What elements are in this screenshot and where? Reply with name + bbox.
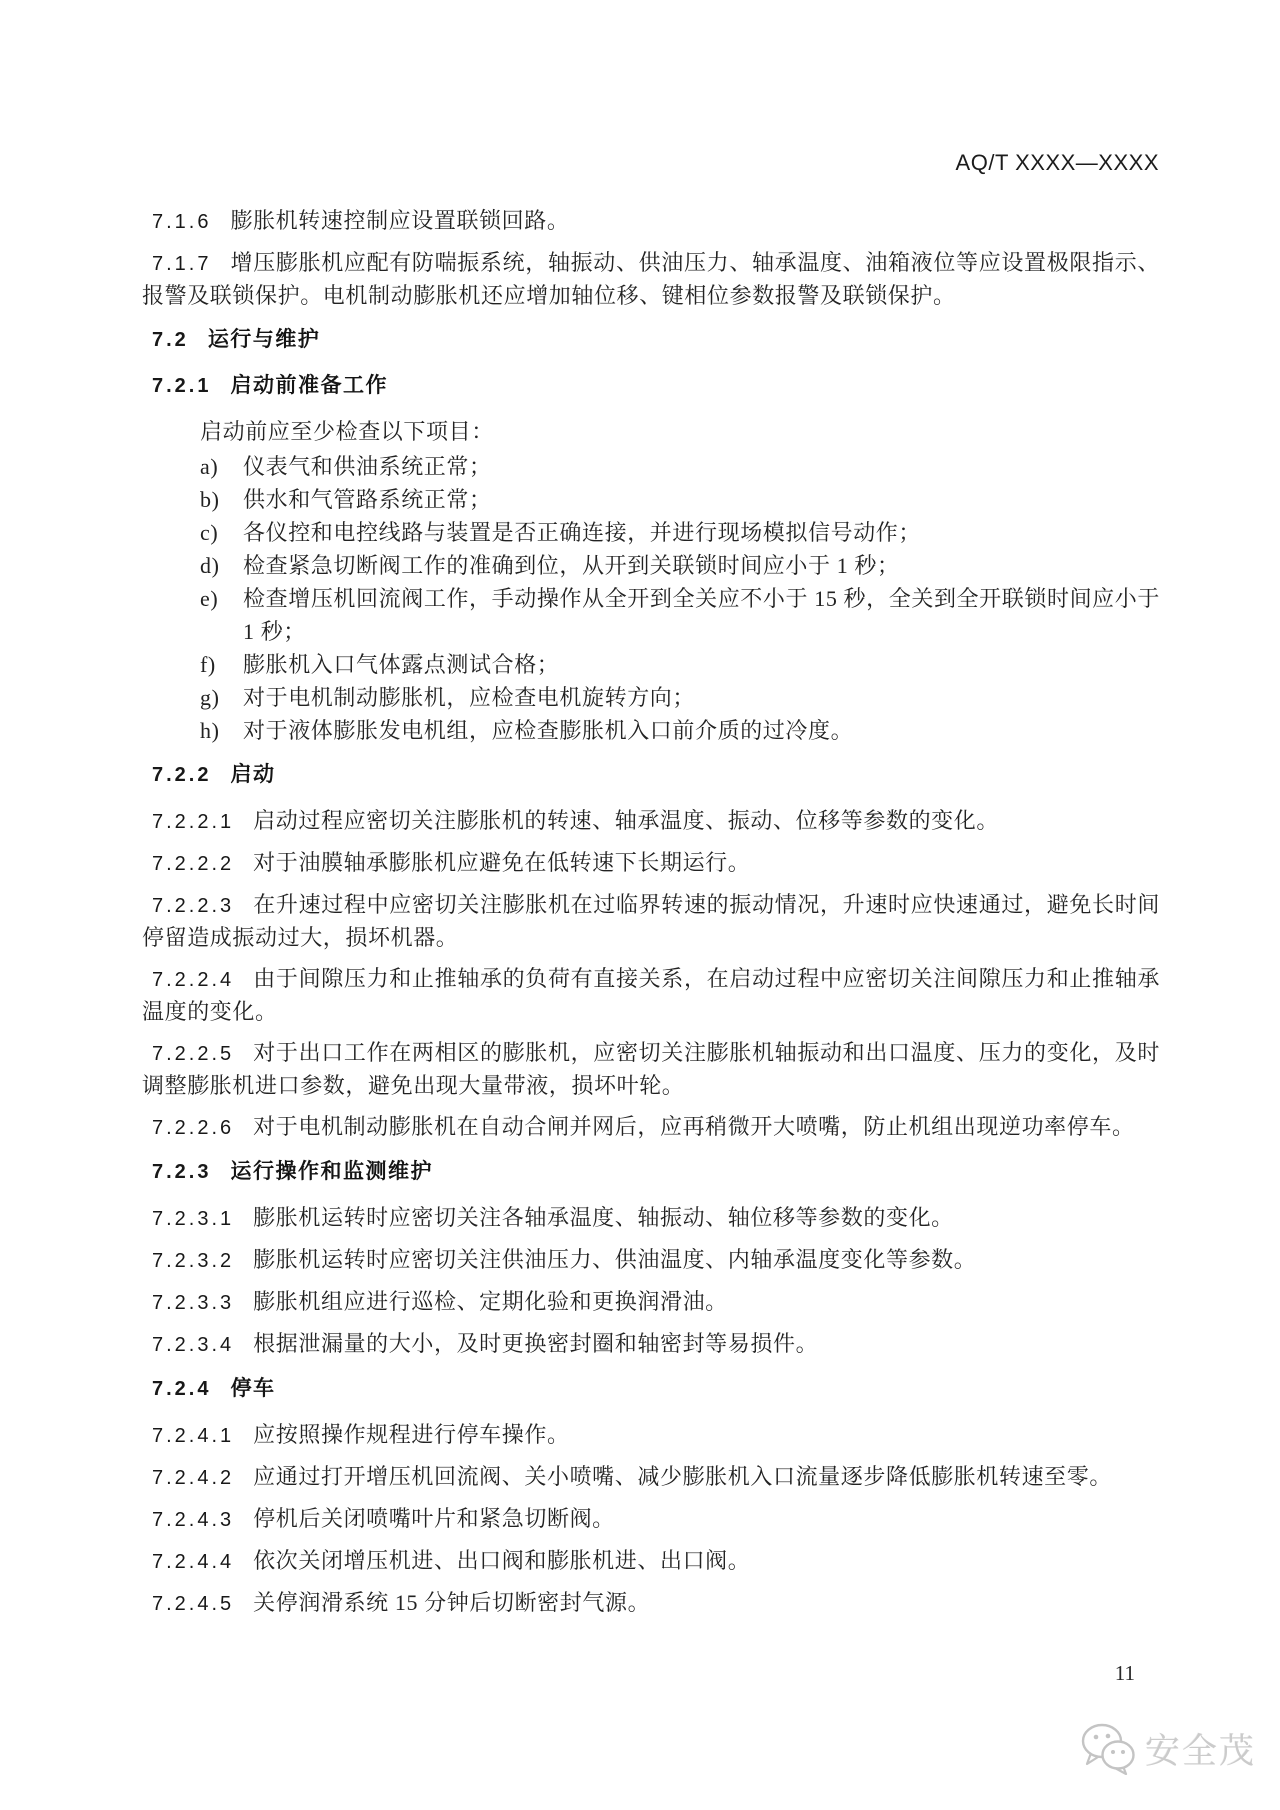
clause-number: 7.2.4.5 xyxy=(152,1593,235,1615)
list-item-text: 检查增压机回流阀工作，手动操作从全开到全关应不小于 15 秒，全关到全开联锁时间应小于 1 秒； xyxy=(243,586,1160,644)
clause-number: 7.1.7 xyxy=(152,253,212,275)
list-item xyxy=(142,681,1160,714)
clause-text: 应按照操作规程进行停车操作。 xyxy=(253,1422,570,1447)
clause-text: 对于电机制动膨胀机在自动合闸并网后，应再稍微开大喷嘴，防止机组出现逆功率停车。 xyxy=(253,1114,1135,1139)
clause-text: 由于间隙压力和止推轴承的负荷有直接关系，在启动过程中应密切关注间隙压力和止推轴承温度的变化。 xyxy=(142,966,1160,1024)
clause-paragraph xyxy=(142,805,1160,838)
heading-title: 停车 xyxy=(230,1377,276,1400)
document-body xyxy=(142,205,1160,1629)
list-item-text: 对于液体膨胀发电机组，应检查膨胀机入口前介质的过冷度。 xyxy=(243,718,854,743)
list-item xyxy=(142,582,1160,648)
heading-number: 7.2.1 xyxy=(152,375,212,397)
clause-number: 7.2.4.3 xyxy=(152,1509,235,1531)
heading-title: 运行与维护 xyxy=(207,328,321,351)
list-item xyxy=(142,450,1160,483)
clause-text: 增压膨胀机应配有防喘振系统，轴振动、供油压力、轴承温度、油箱液位等应设置极限指示、报警及联锁保护。电机制动膨胀机还应增加轴位移、键相位参数报警及联锁保护。 xyxy=(142,250,1160,308)
clause-paragraph xyxy=(142,1503,1160,1536)
watermark xyxy=(1080,1722,1256,1775)
clause-number: 7.2.2.1 xyxy=(152,811,235,833)
list-item xyxy=(142,483,1160,516)
heading-number: 7.2 xyxy=(152,329,189,351)
clause-text: 应通过打开增压机回流阀、关小喷嘴、减少膨胀机入口流量逐步降低膨胀机转速至零。 xyxy=(253,1464,1112,1489)
clause-paragraph xyxy=(142,963,1160,1028)
clause-text: 停机后关闭喷嘴叶片和紧急切断阀。 xyxy=(253,1506,615,1531)
heading-title: 启动 xyxy=(230,763,276,786)
list-item-marker: c) xyxy=(200,520,219,545)
list-item-text: 供水和气管路系统正常； xyxy=(243,487,492,512)
clause-text: 启动过程应密切关注膨胀机的转速、轴承温度、振动、位移等参数的变化。 xyxy=(253,808,999,833)
clause-number: 7.2.2.2 xyxy=(152,853,235,875)
clause-number: 7.2.3.2 xyxy=(152,1250,235,1272)
list-item xyxy=(142,648,1160,681)
clause-paragraph xyxy=(142,1461,1160,1494)
section-heading xyxy=(142,1373,1160,1405)
clause-text: 根据泄漏量的大小，及时更换密封圈和轴密封等易损件。 xyxy=(253,1331,819,1356)
list-item-text: 对于电机制动膨胀机，应检查电机旋转方向； xyxy=(243,685,696,710)
heading-number: 7.2.2 xyxy=(152,764,212,786)
list-item-marker: a) xyxy=(200,454,219,479)
page-number: 11 xyxy=(1114,1661,1135,1685)
clause-number: 7.2.3.4 xyxy=(152,1334,235,1356)
clause-text: 在升速过程中应密切关注膨胀机在过临界转速的振动情况，升速时应快速通过，避免长时间停留造成振动过大，损坏机器。 xyxy=(142,892,1160,950)
list-item xyxy=(142,714,1160,747)
clause-number: 7.2.4.2 xyxy=(152,1467,235,1489)
clause-number: 7.2.4.1 xyxy=(152,1425,235,1447)
clause-text: 关停润滑系统 15 分钟后切断密封气源。 xyxy=(253,1590,651,1615)
clause-number: 7.2.3.3 xyxy=(152,1292,235,1314)
clause-paragraph xyxy=(142,1244,1160,1277)
list-item-text: 膨胀机入口气体露点测试合格； xyxy=(243,652,560,677)
list-item-marker: f) xyxy=(200,652,216,677)
section-heading xyxy=(142,324,1160,356)
clause-paragraph xyxy=(142,1202,1160,1235)
clause-number: 7.1.6 xyxy=(152,211,212,233)
clause-text: 膨胀机组应进行巡检、定期化验和更换润滑油。 xyxy=(253,1289,728,1314)
clause-paragraph xyxy=(142,1419,1160,1452)
list-intro: 启动前应至少检查以下项目： xyxy=(200,419,494,444)
clause-text: 对于油膜轴承膨胀机应避免在低转速下长期运行。 xyxy=(253,850,751,875)
list-item xyxy=(142,549,1160,582)
clause-number: 7.2.2.5 xyxy=(152,1043,235,1065)
clause-number: 7.2.4.4 xyxy=(152,1551,235,1573)
clause-paragraph xyxy=(142,1328,1160,1361)
section-heading xyxy=(142,1156,1160,1188)
clause-paragraph xyxy=(142,247,1160,312)
section-heading xyxy=(142,370,1160,402)
clause-paragraph xyxy=(142,1545,1160,1578)
list-item-text: 检查紧急切断阀工作的准确到位，从开到关联锁时间应小于 1 秒； xyxy=(243,553,900,578)
clause-paragraph xyxy=(142,847,1160,880)
clause-paragraph xyxy=(142,1111,1160,1144)
clause-text: 膨胀机运转时应密切关注供油压力、供油温度、内轴承温度变化等参数。 xyxy=(253,1247,977,1272)
list-item-marker: h) xyxy=(200,718,220,743)
clause-text: 对于出口工作在两相区的膨胀机，应密切关注膨胀机轴振动和出口温度、压力的变化，及时调整膨胀机进口参数，避免出现大量带液，损坏叶轮。 xyxy=(142,1040,1160,1098)
wechat-icon xyxy=(1080,1722,1138,1775)
clause-paragraph xyxy=(142,889,1160,954)
clause-number: 7.2.2.3 xyxy=(152,895,235,917)
list-item-text: 仪表气和供油系统正常； xyxy=(243,454,492,479)
clause-text: 膨胀机转速控制应设置联锁回路。 xyxy=(230,208,570,233)
list-item-marker: e) xyxy=(200,586,219,611)
section-heading xyxy=(142,759,1160,791)
clause-text: 膨胀机运转时应密切关注各轴承温度、轴振动、轴位移等参数的变化。 xyxy=(253,1205,954,1230)
watermark-text: 安全茂 xyxy=(1145,1731,1257,1771)
clause-number: 7.2.3.1 xyxy=(152,1208,235,1230)
clause-text: 依次关闭增压机进、出口阀和膨胀机进、出口阀。 xyxy=(253,1548,751,1573)
list-item-text: 各仪控和电控线路与装置是否正确连接，并进行现场模拟信号动作； xyxy=(243,520,922,545)
clause-number: 7.2.2.6 xyxy=(152,1117,235,1139)
heading-number: 7.2.3 xyxy=(152,1161,212,1183)
document-code-header: AQ/T XXXX—XXXX xyxy=(955,150,1159,175)
list-item-marker: d) xyxy=(200,553,220,578)
clause-paragraph xyxy=(142,205,1160,238)
clause-paragraph xyxy=(142,1587,1160,1620)
heading-title: 运行操作和监测维护 xyxy=(230,1160,433,1183)
clause-number: 7.2.2.4 xyxy=(152,969,235,991)
clause-paragraph xyxy=(142,1037,1160,1102)
clause-paragraph xyxy=(142,1286,1160,1319)
list-item-marker: g) xyxy=(200,685,220,710)
heading-title: 启动前准备工作 xyxy=(230,374,388,397)
list-item-marker: b) xyxy=(200,487,220,512)
list-item xyxy=(142,516,1160,549)
heading-number: 7.2.4 xyxy=(152,1378,212,1400)
